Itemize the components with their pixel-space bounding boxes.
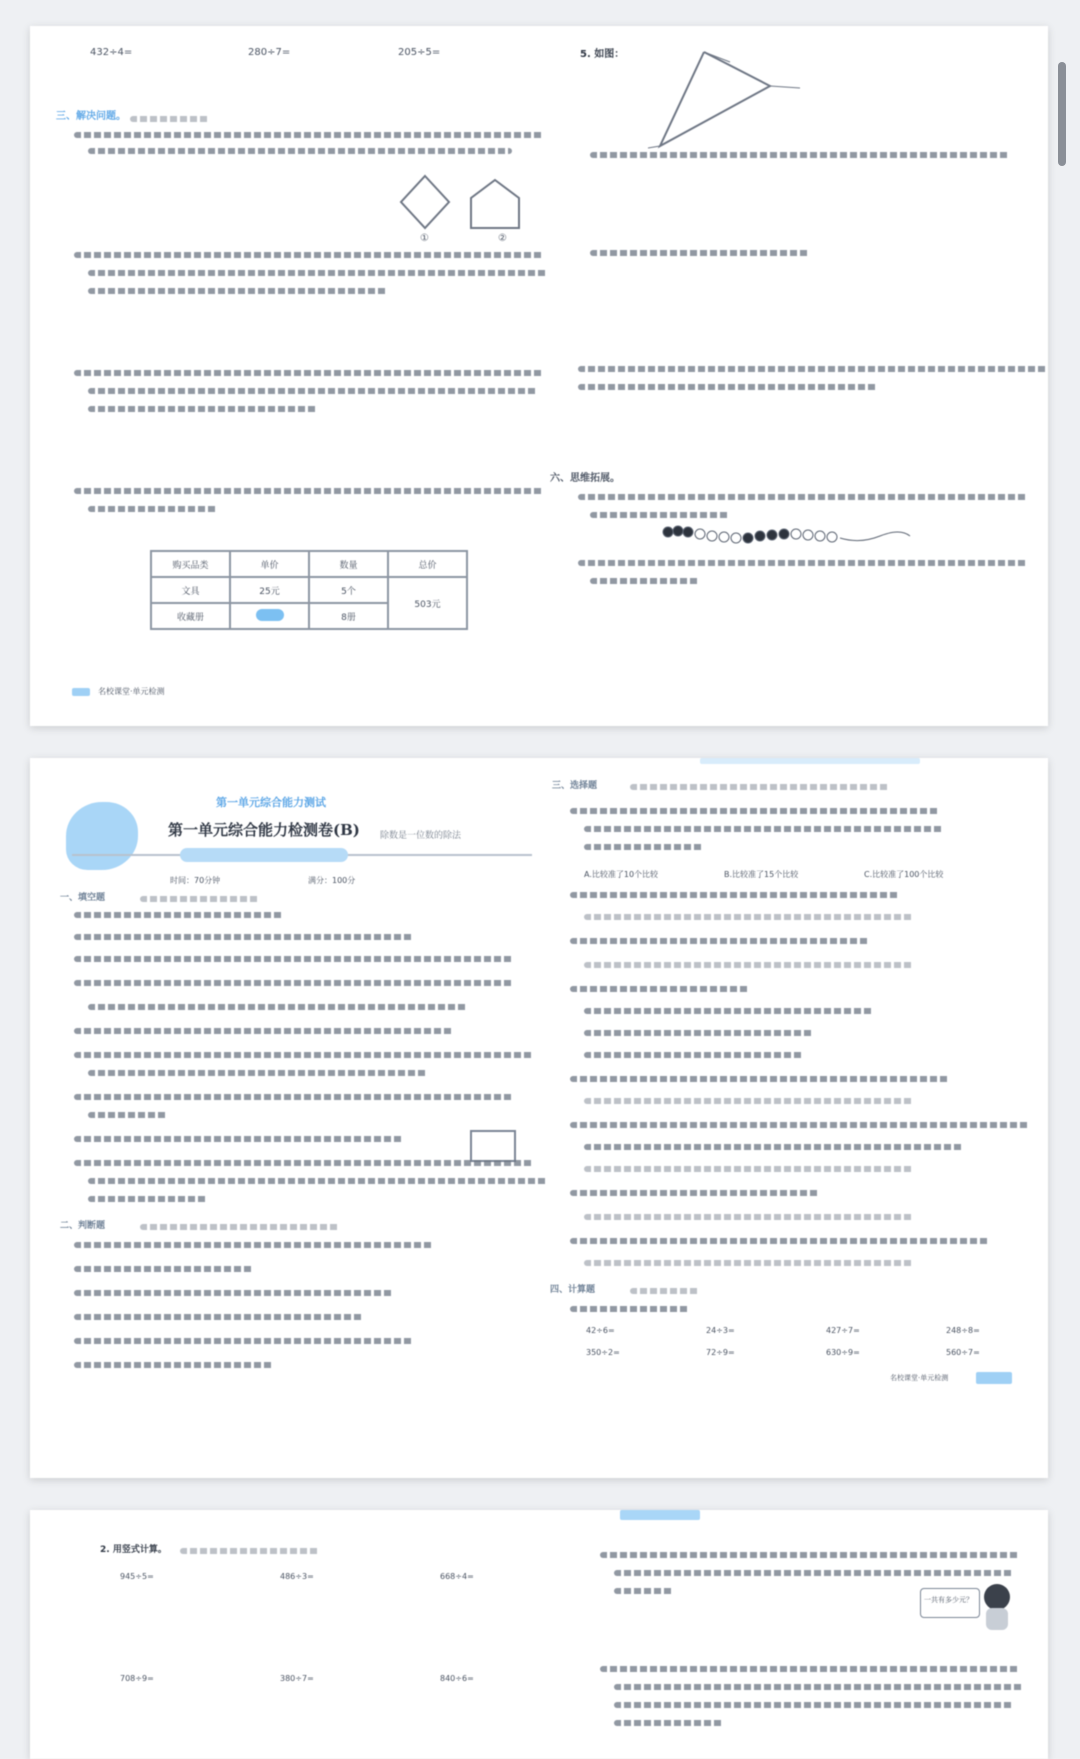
option: B.比较准了15个比较 (724, 870, 799, 879)
section-title: 一、填空题 (60, 893, 106, 903)
question-line (578, 366, 1048, 372)
question-line (88, 148, 512, 154)
footer-tag (72, 688, 90, 696)
time-label: 时间：70分钟 (170, 876, 221, 885)
question-line (590, 250, 810, 256)
calc-item: 380÷7= (280, 1674, 314, 1683)
section-note (630, 784, 890, 790)
calc-item: 432÷4= (90, 47, 133, 58)
question-line (74, 934, 414, 940)
scrollbar-thumb[interactable] (1058, 62, 1066, 166)
calc-item: 945÷5= (120, 1572, 154, 1581)
calc-item: 42÷6= (586, 1326, 615, 1335)
question-line (74, 1160, 534, 1166)
section-title: 2. 用竖式计算。 (100, 1545, 167, 1555)
ink-blot-icon (256, 609, 284, 621)
question-line (570, 1122, 1030, 1128)
question-line (74, 980, 514, 986)
options-line (584, 962, 914, 968)
options-line (584, 1098, 914, 1104)
question-line (614, 1702, 1014, 1708)
option: C.比较准了100个比较 (864, 870, 944, 879)
calc-item: 560÷7= (946, 1348, 980, 1357)
child-head-icon (984, 1584, 1010, 1610)
question-line (584, 844, 704, 850)
top-deco (620, 1510, 700, 1520)
section-title: 四、计算题 (550, 1285, 596, 1295)
footer-text: 名校课堂·单元检测 (98, 687, 165, 696)
worksheet-page-3 (30, 1510, 1048, 1759)
score-label: 满分：100分 (308, 876, 356, 885)
page-subtitle: 除数是一位数的除法 (380, 831, 462, 841)
question-line (74, 370, 544, 376)
shape-label: ① (420, 233, 429, 244)
page-title: 第一单元综合能力检测卷(B) (168, 821, 360, 839)
question-line (578, 560, 1028, 566)
question-line (74, 1242, 434, 1248)
question-line (74, 132, 544, 138)
question-line (570, 986, 750, 992)
section-title: 二、判断题 (60, 1221, 106, 1231)
question-line (74, 1314, 364, 1320)
table-cell: 收藏册 (151, 603, 230, 629)
table-cell: 总价 (388, 551, 467, 577)
table-cell: 文具 (151, 577, 230, 603)
calc-item: 427÷7= (826, 1326, 860, 1335)
question-line (88, 288, 388, 294)
question-line (74, 1290, 394, 1296)
options-line (584, 1166, 914, 1172)
calc-item: 72÷9= (706, 1348, 735, 1357)
options-line (584, 1260, 914, 1266)
question-line (88, 1070, 428, 1076)
question-line (584, 1052, 804, 1058)
question-line (74, 1094, 514, 1100)
question-line (584, 1030, 814, 1036)
question-line (590, 152, 1010, 158)
title-pill (180, 848, 348, 862)
calc-item: 280÷7= (248, 47, 291, 58)
section-title: 三、选择题 (552, 781, 598, 791)
speech-bubble-text: 一共有多少元？ (924, 1596, 973, 1604)
grid-figure (470, 1130, 516, 1162)
title-badge-icon (66, 802, 138, 870)
question-line (614, 1684, 1024, 1690)
calc-item: 205÷5= (398, 47, 441, 58)
beads-figure (660, 522, 920, 550)
calc-item: 248÷8= (946, 1326, 980, 1335)
question-line (570, 1306, 690, 1312)
shapes-figure (395, 172, 535, 252)
calc-item: 668÷4= (440, 1572, 474, 1581)
question-line (600, 1552, 1020, 1558)
question-line (88, 406, 318, 412)
question-line (88, 270, 548, 276)
table-cell: 503元 (388, 577, 467, 629)
question-line (74, 1338, 414, 1344)
question-line (570, 1238, 990, 1244)
calc-item: 24÷3= (706, 1326, 735, 1335)
question-line (614, 1570, 1014, 1576)
question-line (570, 892, 900, 898)
table-cell: 购买品类 (151, 551, 230, 577)
question-line (74, 1136, 404, 1142)
section-note (140, 1224, 340, 1230)
table-cell: 8册 (309, 603, 388, 629)
question-line (74, 956, 514, 962)
table-cell: 5个 (309, 577, 388, 603)
calc-item: 840÷6= (440, 1674, 474, 1683)
question-line (570, 1076, 950, 1082)
triangle-figure (620, 46, 820, 156)
question-line (584, 826, 944, 832)
question-line (88, 388, 538, 394)
section-note (140, 896, 260, 902)
section-title: 六、思维拓展。 (550, 473, 620, 484)
question-line (578, 384, 878, 390)
question-line (74, 1052, 534, 1058)
section-note (630, 1288, 700, 1294)
calc-item: 708÷9= (120, 1674, 154, 1683)
question-line (600, 1666, 1020, 1672)
options-line (584, 914, 914, 920)
question-line (614, 1720, 724, 1726)
banner-text: 第一单元综合能力测试 (216, 796, 326, 809)
table-cell (230, 603, 309, 629)
calc-item: 486÷3= (280, 1572, 314, 1581)
option: A.比较准了10个比较 (584, 870, 659, 879)
table-cell: 单价 (230, 551, 309, 577)
question-line (584, 1008, 874, 1014)
question-label: 5. 如图： (580, 49, 625, 60)
worksheet-page-1 (30, 26, 1048, 726)
question-line (74, 488, 544, 494)
table-cell: 数量 (309, 551, 388, 577)
section-note (130, 116, 210, 122)
child-body-icon (986, 1608, 1008, 1630)
question-line (578, 494, 1028, 500)
question-line (584, 1144, 964, 1150)
section-note (180, 1548, 320, 1554)
top-deco (700, 758, 920, 764)
price-table (150, 550, 468, 630)
calc-item: 350÷2= (586, 1348, 620, 1357)
question-line (570, 938, 870, 944)
worksheet-page-2 (30, 758, 1048, 1478)
footer-text: 名校课堂·单元检测 (890, 1374, 949, 1382)
options-line (584, 1214, 914, 1220)
question-line (74, 1266, 254, 1272)
shape-label: ② (498, 233, 507, 244)
footer-tag (976, 1372, 1012, 1384)
question-line (614, 1588, 674, 1594)
question-line (74, 1362, 274, 1368)
question-line (88, 1196, 208, 1202)
question-line (570, 1190, 820, 1196)
question-line (88, 1112, 168, 1118)
question-line (590, 578, 700, 584)
question-line (570, 808, 940, 814)
table-cell: 25元 (230, 577, 309, 603)
question-line (74, 1028, 454, 1034)
calc-item: 630÷9= (826, 1348, 860, 1357)
question-line (88, 506, 218, 512)
question-line (590, 512, 730, 518)
section-title: 三、解决问题。 (56, 111, 126, 122)
scrollbar-track[interactable] (1055, 60, 1069, 1740)
question-line (88, 1178, 548, 1184)
question-line (74, 252, 544, 258)
question-line (74, 912, 284, 918)
question-line (88, 1004, 468, 1010)
